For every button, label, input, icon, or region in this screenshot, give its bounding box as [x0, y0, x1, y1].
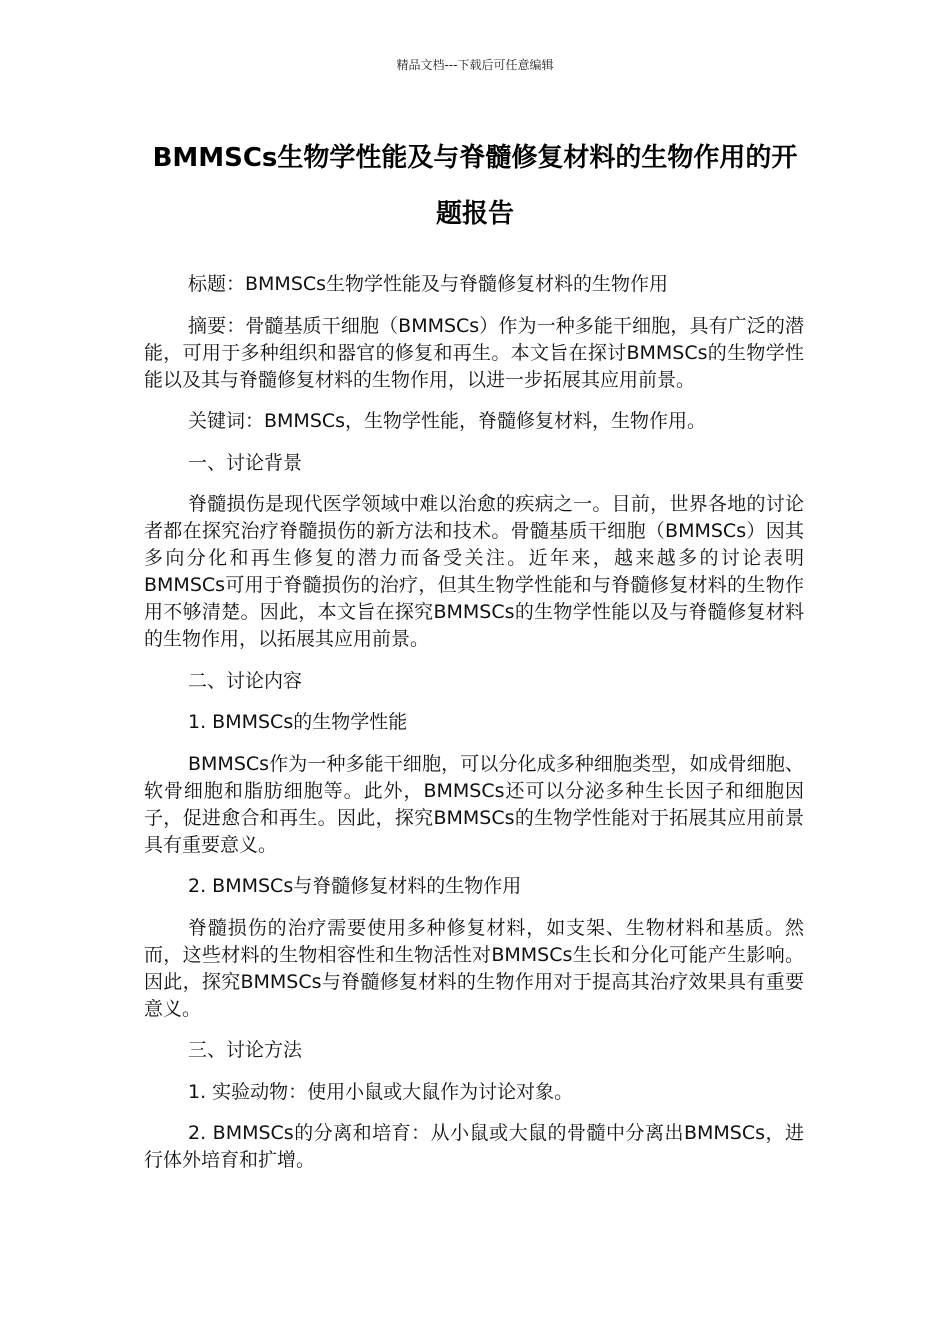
biological-properties-paragraph: BMMSCs作为一种多能干细胞，可以分化成多种细胞类型，如成骨细胞、软骨细胞和脂肪细胞等。此外，BMMSCs还可以分泌多种生长因子和细胞因子，促进愈合和再生。因此，探究BMMSCs的生物学性能对于拓展其应用前景具有重要意义。 — [144, 752, 804, 856]
background-paragraph: 脊髓损伤是现代医学领域中难以治愈的疾病之一。目前，世界各地的讨论者都在探究治疗脊髓损伤的新方法和技术。骨髓基质干细胞（BMMSCs）因其多向分化和再生修复的潜力而备受关注。近年来，越来越多的讨论表明BMMSCs可用于脊髓损伤的治疗，但其生物学性能和与脊髓修复材料的生物作用不够清楚。因此，本文旨在探究BMMSCs的生物学性能以及与脊髓修复材料的生物作用，以拓展其应用前景。 — [144, 493, 804, 650]
document-title: BMMSCs生物学性能及与脊髓修复材料的生物作用的开题报告 — [152, 143, 798, 229]
method-item-animals: 1. 实验动物：使用小鼠或大鼠作为讨论对象。 — [188, 1080, 574, 1103]
section-heading-background: 一、讨论背景 — [188, 451, 303, 474]
document-body — [144, 271, 804, 1189]
biological-effects-paragraph: 脊髓损伤的治疗需要使用多种修复材料，如支架、生物材料和基质。然而，这些材料的生物相容性和生物活性对BMMSCs生长和分化可能产生影响。因此，探究BMMSCs与脊髓修复材料的生物作用对于提高其治疗效果具有重要意义。 — [144, 916, 804, 1020]
section-heading-methods: 三、讨论方法 — [188, 1039, 303, 1061]
subheading-biological-properties: 1. BMMSCs的生物学性能 — [188, 711, 408, 733]
abstract-paragraph: 摘要：骨髓基质干细胞（BMMSCs）作为一种多能干细胞，具有广泛的潜能，可用于多种组织和器官的修复和再生。本文旨在探讨BMMSCs的生物学性能以及其与脊髓修复材料的生物作用，以进一步拓展其应用前景。 — [144, 314, 804, 391]
section-heading-content: 二、讨论内容 — [188, 669, 303, 692]
keywords-paragraph: 关键词：BMMSCs，生物学性能，脊髓修复材料，生物作用。 — [188, 410, 707, 432]
title-line: 标题：BMMSCs生物学性能及与脊髓修复材料的生物作用 — [188, 273, 669, 295]
subheading-biological-effects: 2. BMMSCs与脊髓修复材料的生物作用 — [188, 875, 522, 897]
page-header: 精品文档---下载后可任意编辑 — [396, 58, 554, 72]
method-item-isolation: 2. BMMSCs的分离和培育：从小鼠或大鼠的骨髓中分离出BMMSCs，进行体外培育和扩增。 — [144, 1122, 804, 1171]
